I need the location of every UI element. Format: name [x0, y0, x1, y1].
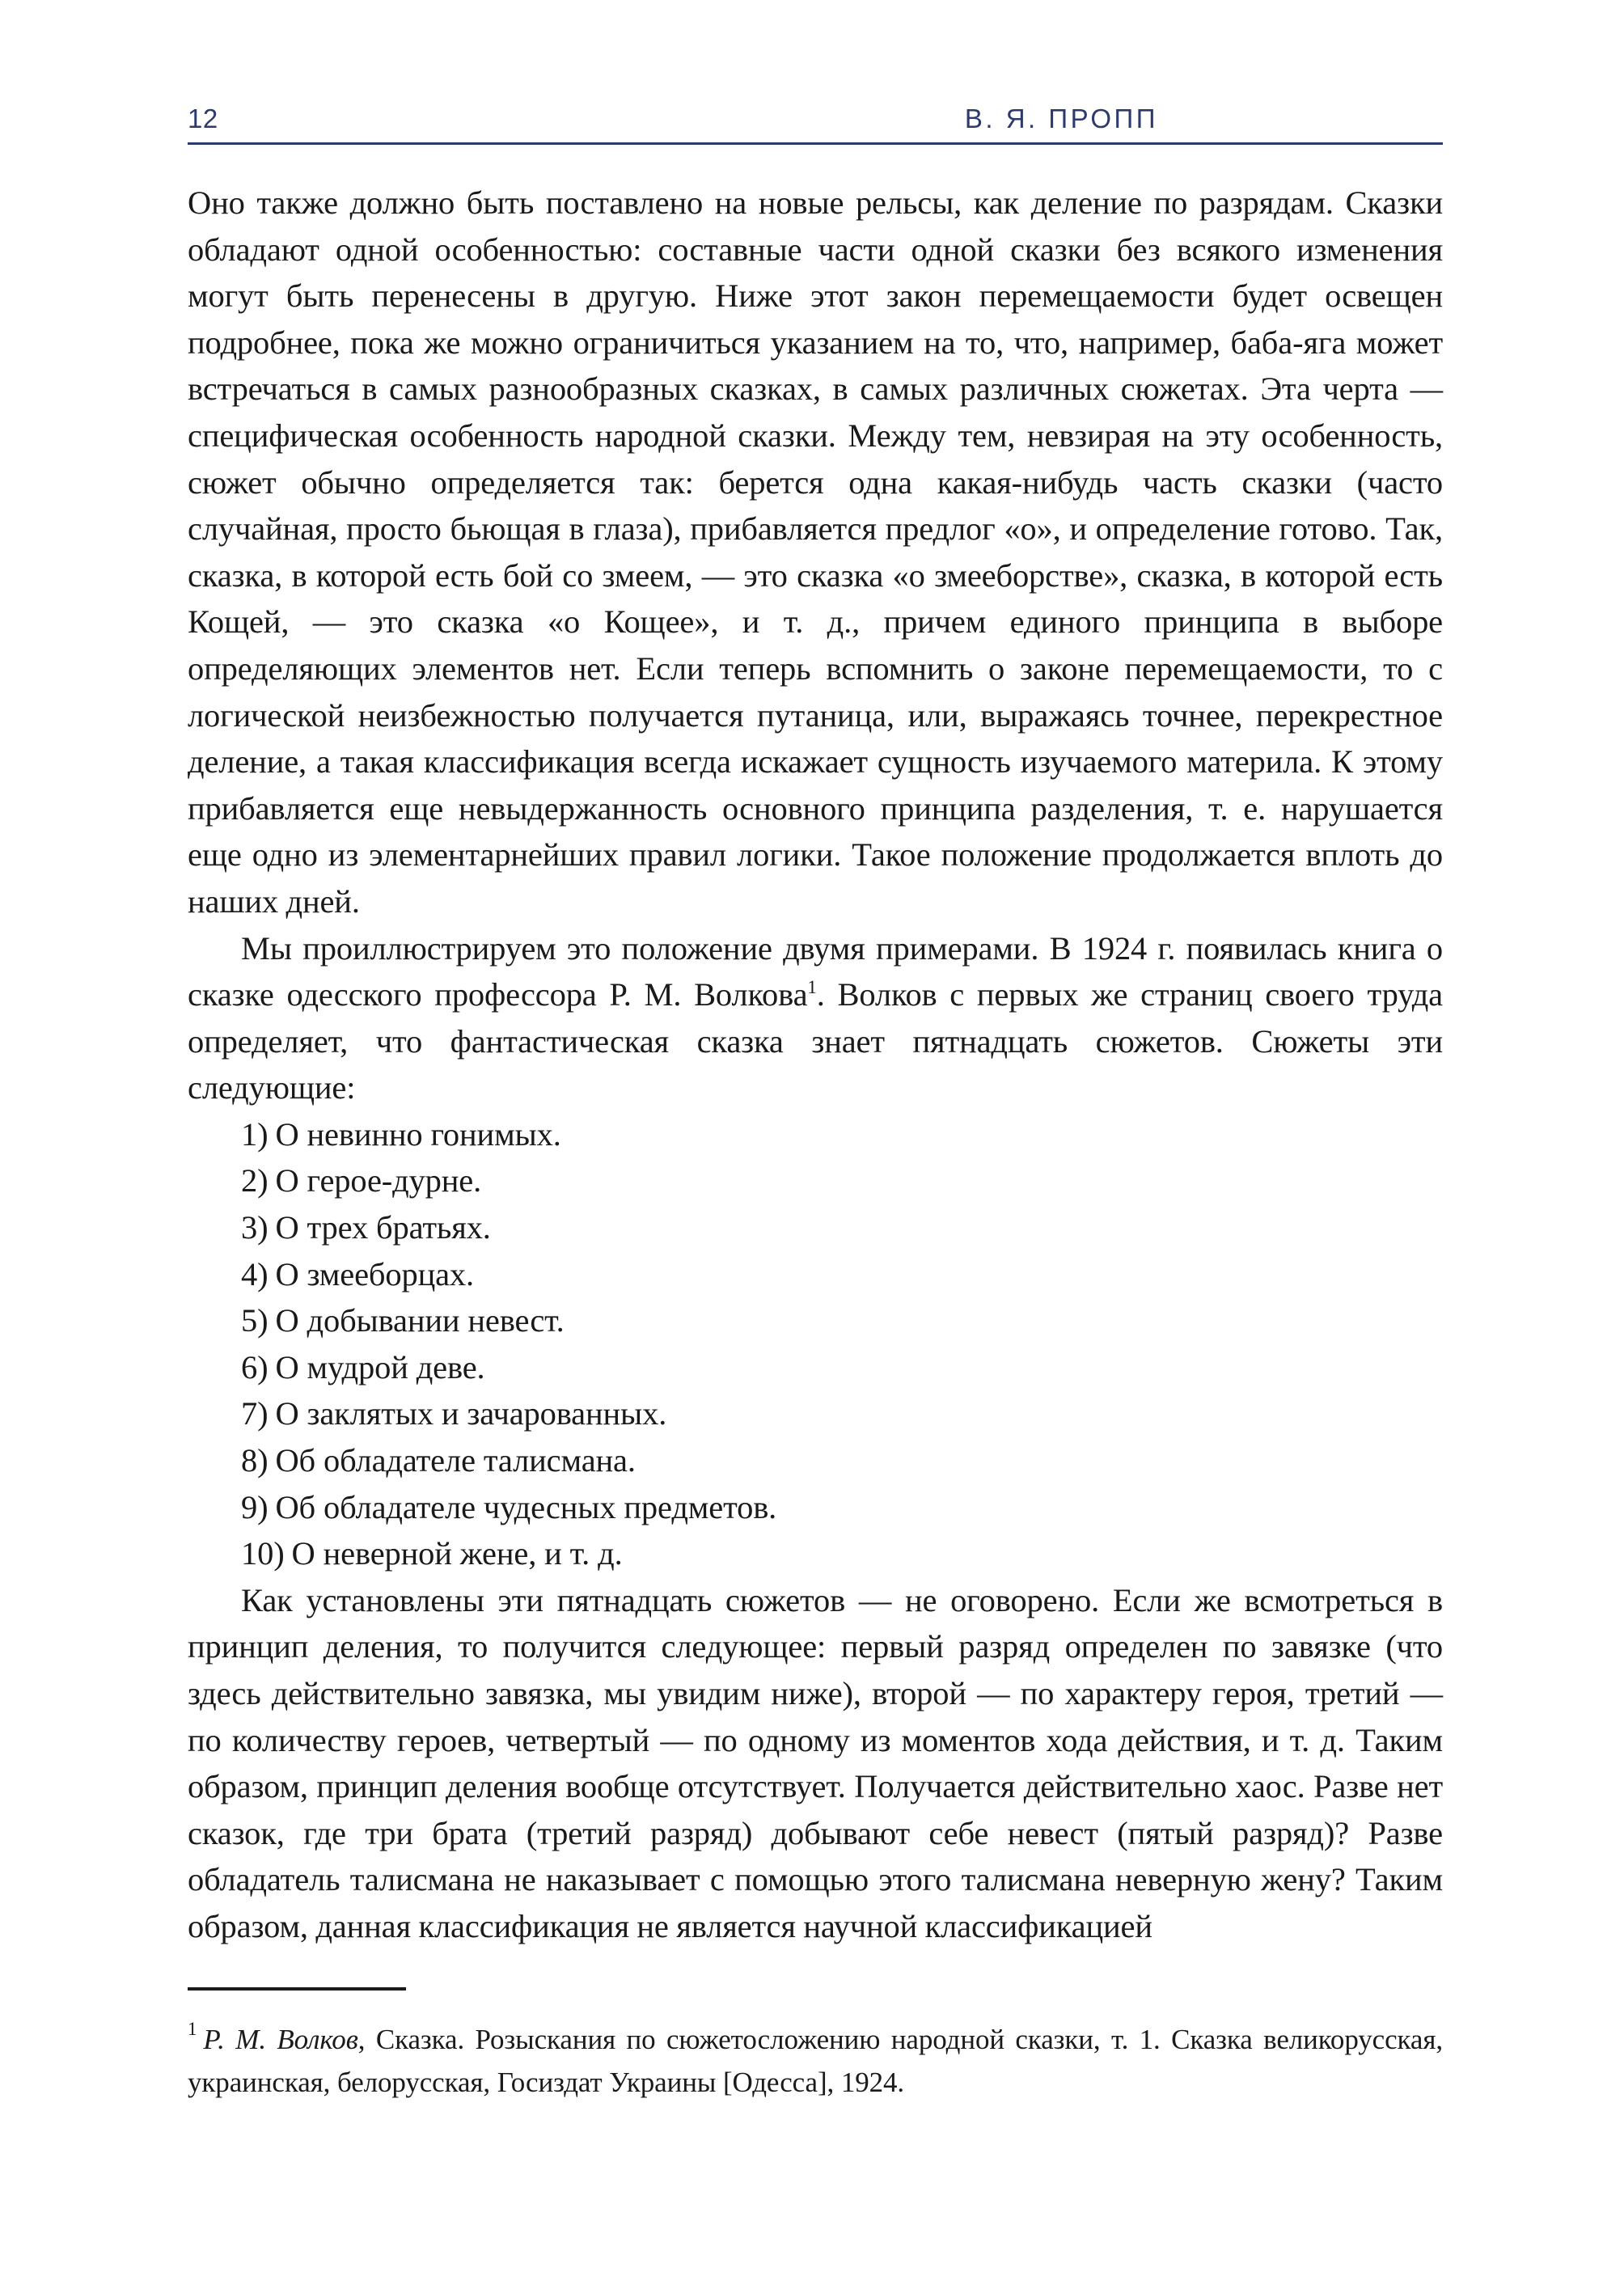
paragraph-opening: Оно также должно быть поставлено на новые рельсы, как деление по разрядам. Сказки обладают одной особенностью: составные части одной сказки без всякого изменения могут быть перенесены в другую. Ниже этот закон перемещаемости будет освещен подробнее, пока же можно ограничиться указанием на то, что, например, баба-яга может встречаться в самых разнообразных сказках, в самых различных сюжетах. Эта черта — специфическая особенность народной сказки. Между тем, невзирая на эту особенность, сюжет обычно определяется так: берется одна какая-нибудь часть сказки (часто случайная, просто бьющая в глаза), прибавляется предлог «о», и определение готово. Так, сказка, в которой есть бой со змеем, — это сказка «о змееборстве», сказка, в которой есть Кощей, — это сказка «о Кощее», и т. д., причем единого принципа в выборе определяющих элементов нет. Если теперь вспомнить о законе перемещаемости, то с логической неизбежностью получается путаница, или, выражаясь точнее, перекрестное деление, а такая классификация всегда искажает сущность изучаемого материла. К этому прибавляется еще невыдержанность основного принципа разделения, т. е. нарушается еще одно из элементарнейших правил логики. Такое положение продолжается вплоть до наших дней.	[188, 184, 1443, 920]
list-item-label: О заклятых и зачарованных.	[275, 1395, 667, 1432]
footnote-entry	[188, 2007, 1443, 2104]
list-item-number: 6)	[241, 1348, 269, 1386]
list-item	[188, 1530, 1443, 1577]
list-item	[188, 1204, 1443, 1251]
footnote-citation-text: , Сказка. Розыскания по сюжетосложению народной сказки, т. 1. Сказка великорусская, украинская, белорусская, Госиздат Украины [Одесса], 1924.	[188, 2024, 1443, 2098]
list-item-label: Об обладателе талисмана.	[275, 1442, 636, 1479]
list-item-label: О герое-дурне.	[275, 1162, 482, 1199]
footnote-area	[188, 1987, 1443, 2104]
footnote-separator-rule	[188, 1987, 406, 1991]
running-head	[188, 104, 1449, 134]
list-item-label: О мудрой деве.	[275, 1348, 485, 1386]
paragraph-text-before-footnote-ref: Мы проиллюстрируем это положение двумя примерами. В 1924 г. появилась книга о сказке одесского профессора Р. М. Волкова	[188, 929, 1443, 1013]
main-text-block	[188, 180, 1443, 1950]
page-number: 12	[188, 104, 218, 133]
footnote-author: Р. М. Волков	[203, 2024, 358, 2055]
list-item	[188, 1344, 1443, 1391]
list-item-label: О трех братьях.	[275, 1209, 491, 1246]
list-item	[188, 1251, 1443, 1298]
header-divider	[188, 142, 1443, 145]
list-item	[188, 1297, 1443, 1344]
list-item-number: 7)	[241, 1395, 269, 1432]
paragraph-critique: Как установлены эти пятнадцать сюжетов — не оговорено. Если же всмотреться в принцип деления, то получится следующее: первый разряд определен по завязке (что здесь действительно завязка, мы увидим ниже), второй — по характеру героя, третий — по количеству героев, четвертый — по одному из моментов хода действия, и т. д. Таким образом, принцип деления вообще отсутствует. Получается действительно хаос. Разве нет сказок, где три брата (третий разряд) добывают себе невест (пятый разряд)? Разве обладатель талисмана не наказывает с помощью этого талисмана неверную жену? Таким образом, данная классификация не является научной классификацией	[188, 1581, 1443, 1944]
list-item-label: О невинно гонимых.	[275, 1115, 561, 1153]
list-item-label: Об обладателе чудесных предметов.	[275, 1488, 777, 1525]
list-item-number: 8)	[241, 1442, 269, 1479]
list-item-label: О змееборцах.	[275, 1255, 474, 1292]
list-item-number: 2)	[241, 1162, 269, 1199]
list-item-number: 9)	[241, 1488, 269, 1525]
list-item	[188, 1111, 1443, 1158]
list-item-number: 4)	[241, 1255, 269, 1292]
list-item-label: О неверной жене, и т. д.	[291, 1535, 623, 1572]
list-item-number: 1)	[241, 1115, 269, 1153]
list-item-label: О добывании невест.	[275, 1302, 565, 1339]
list-item	[188, 1484, 1443, 1531]
footnote-reference-marker[interactable]: 1	[807, 977, 817, 998]
paragraph-volkov-intro	[188, 925, 1443, 1111]
running-head-title: В. Я. ПРОПП	[964, 104, 1158, 133]
list-item-number: 10)	[241, 1535, 285, 1572]
paragraph-text-after-footnote-ref: . Волков с первых же страниц своего труда определяет, что фантастическая сказка знает пятнадцать сюжетов. Сюжеты эти следующие:	[188, 976, 1443, 1106]
list-item	[188, 1390, 1443, 1437]
list-item	[188, 1437, 1443, 1484]
list-item	[188, 1157, 1443, 1204]
list-item-number: 5)	[241, 1302, 269, 1339]
footnote-number: 1	[188, 2019, 197, 2039]
plot-types-list	[188, 1111, 1443, 1577]
list-item-number: 3)	[241, 1209, 269, 1246]
